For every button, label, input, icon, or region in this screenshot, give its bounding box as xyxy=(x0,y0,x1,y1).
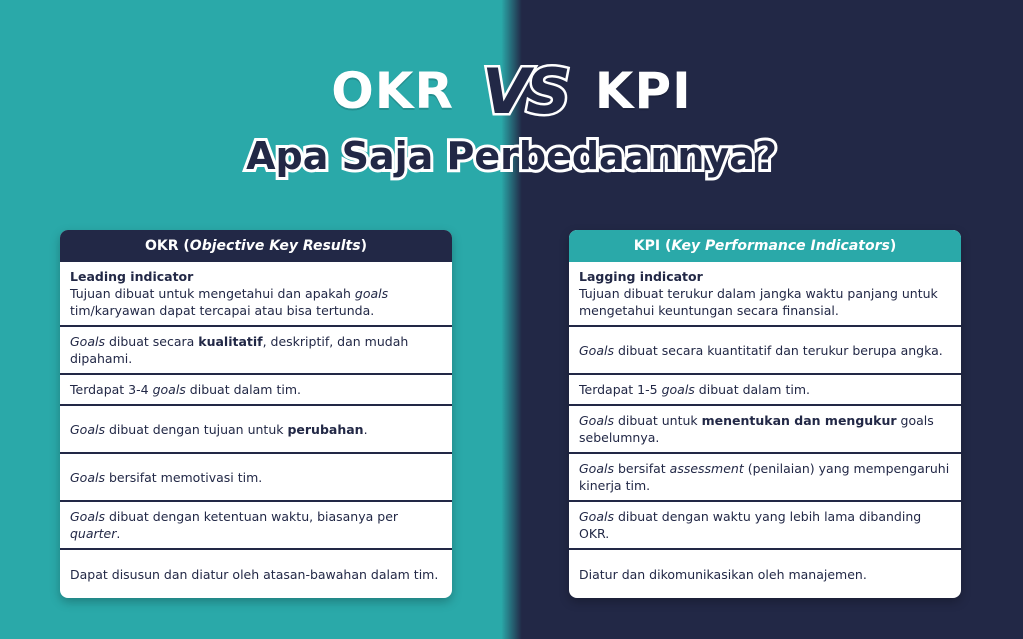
okr-row-goal-count: Terdapat 3-4 goals dibuat dalam tim. xyxy=(60,375,452,406)
okr-row-leading-indicator: Leading indicator Tujuan dibuat untuk mengetahui dan apakah goals tim/karyawan dapat tercapai atau bisa tertunda. xyxy=(60,262,452,327)
title-heading xyxy=(0,46,1023,136)
okr-row-change: Goals dibuat dengan tujuan untuk perubahan. xyxy=(60,406,452,454)
vs-badge: VS xyxy=(482,54,567,128)
okr-row-organized: Dapat disusun dan diatur oleh atasan-bawahan dalam tim. xyxy=(70,566,439,582)
kpi-title: KPI xyxy=(594,62,692,120)
kpi-row-measure: Goals dibuat untuk menentukan dan mengukur goals sebelumnya. xyxy=(569,406,961,454)
kpi-row-timeframe: Goals dibuat dengan waktu yang lebih lama dibanding OKR. xyxy=(569,502,961,550)
subtitle: Apa Saja Perbedaannya? xyxy=(246,134,777,178)
kpi-row-assessment: Goals bersifat assessment (penilaian) yang mempengaruhi kinerja tim. xyxy=(569,454,961,502)
kpi-card xyxy=(569,230,961,598)
okr-row-timeframe: Goals dibuat dengan ketentuan waktu, biasanya per quarter. xyxy=(60,502,452,550)
kpi-row-quantitative: Goals dibuat secara kuantitatif dan terukur berupa angka. xyxy=(569,327,961,375)
okr-card xyxy=(60,230,452,598)
kpi-row-lagging-indicator: Lagging indicator Tujuan dibuat terukur dalam jangka waktu panjang untuk mengetahui keuntungan secara finansial. xyxy=(569,262,961,327)
okr-title: OKR xyxy=(331,62,455,120)
okr-row-qualitative: Goals dibuat secara kualitatif, deskriptif, dan mudah dipahami. xyxy=(60,327,452,375)
kpi-card-header: KPI (Key Performance Indicators) xyxy=(569,230,961,262)
okr-row-motivate: Goals bersifat memotivasi tim. xyxy=(60,454,452,502)
okr-card-header: OKR (Objective Key Results) xyxy=(60,230,452,262)
kpi-row-goal-count: Terdapat 1-5 goals dibuat dalam tim. xyxy=(569,375,961,406)
kpi-row-managed: Diatur dan dikomunikasikan oleh manajemen. xyxy=(579,566,867,582)
